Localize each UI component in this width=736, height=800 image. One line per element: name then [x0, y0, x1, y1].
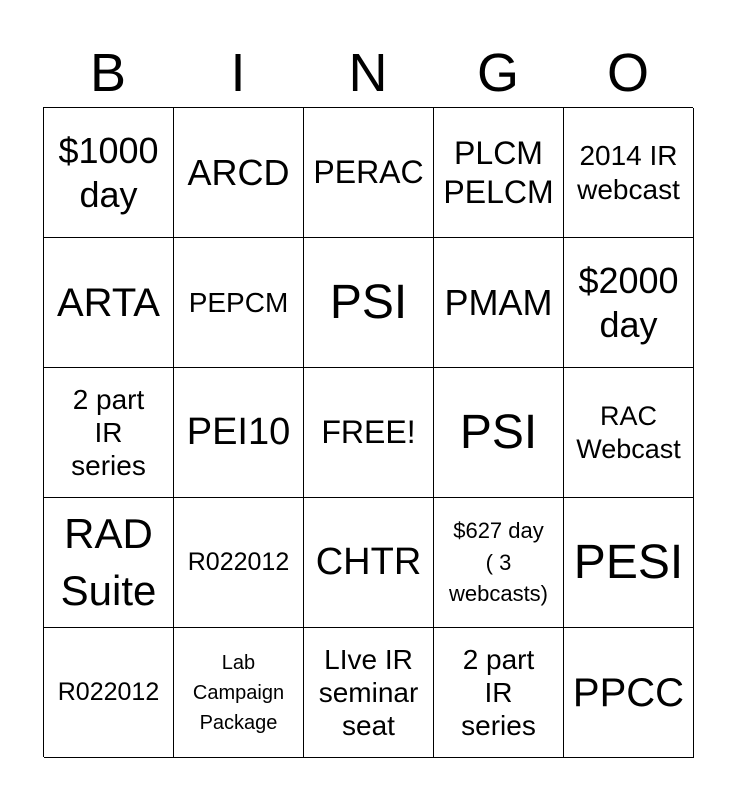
- bingo-cell[interactable]: R022012: [174, 498, 304, 628]
- header-letter-i: I: [230, 43, 246, 103]
- bingo-cell[interactable]: PMAM: [434, 238, 564, 368]
- bingo-cell[interactable]: $2000 day: [564, 238, 694, 368]
- bingo-cell[interactable]: FREE!: [304, 368, 434, 498]
- bingo-cell[interactable]: 2 part IR series: [434, 628, 564, 758]
- bingo-cell[interactable]: PPCC: [564, 628, 694, 758]
- bingo-cell[interactable]: $1000 day: [44, 108, 174, 238]
- header-letter-b: B: [89, 43, 127, 103]
- bingo-cell[interactable]: R022012: [44, 628, 174, 758]
- bingo-cell[interactable]: Lab Campaign Package: [174, 628, 304, 758]
- bingo-cell[interactable]: PSI: [434, 368, 564, 498]
- bingo-cell[interactable]: $627 day ( 3 webcasts): [434, 498, 564, 628]
- bingo-cell[interactable]: PLCM PELCM: [434, 108, 564, 238]
- bingo-cell[interactable]: RAD Suite: [44, 498, 174, 628]
- bingo-header: [43, 38, 693, 108]
- bingo-cell[interactable]: LIve IR seminar seat: [304, 628, 434, 758]
- header-letter-o: O: [606, 43, 649, 103]
- bingo-grid: [43, 107, 693, 757]
- bingo-cell[interactable]: RAC Webcast: [564, 368, 694, 498]
- bingo-cell[interactable]: PESI: [564, 498, 694, 628]
- bingo-cell[interactable]: PSI: [304, 238, 434, 368]
- bingo-cell[interactable]: 2 part IR series: [44, 368, 174, 498]
- bingo-cell[interactable]: CHTR: [304, 498, 434, 628]
- bingo-cell[interactable]: 2014 IR webcast: [564, 108, 694, 238]
- bingo-cell[interactable]: PERAC: [304, 108, 434, 238]
- header-letter-n: N: [348, 43, 388, 103]
- bingo-cell[interactable]: ARTA: [44, 238, 174, 368]
- header-letter-g: G: [476, 43, 519, 103]
- bingo-cell[interactable]: ARCD: [174, 108, 304, 238]
- bingo-cell[interactable]: PEPCM: [174, 238, 304, 368]
- bingo-cell[interactable]: PEI10: [174, 368, 304, 498]
